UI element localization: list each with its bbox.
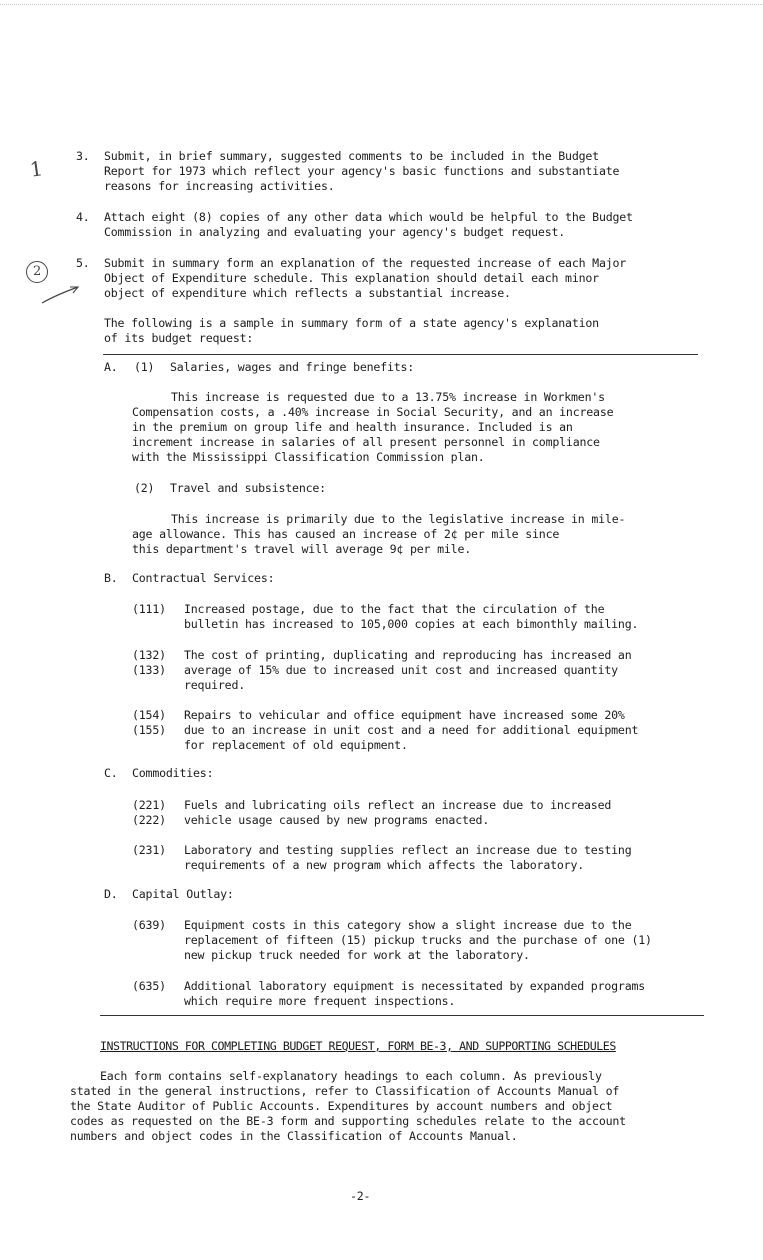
sample-intro-line-2: of its budget request:: [104, 331, 254, 345]
section-b-entry-2-code-2: (133): [132, 663, 166, 677]
section-b-entry-3-line-2: due to an increase in unit cost and a need for additional equipment: [184, 723, 639, 737]
section-b-entry-2-line-3: required.: [184, 678, 246, 692]
instructions-body: [70, 1069, 626, 1144]
sample-intro: [104, 316, 599, 346]
section-a-sub2-code: (2): [134, 481, 155, 495]
section-c-entry-1-code-2: (222): [132, 813, 166, 827]
section-a-sub1-line-5: with the Mississippi Classification Commission plan.: [132, 450, 485, 464]
section-a-sub1-title: Salaries, wages and fringe benefits:: [170, 360, 415, 374]
section-d-title: Capital Outlay:: [132, 887, 234, 901]
section-b-title: Contractual Services:: [132, 571, 275, 585]
instructions-line-1: Each form contains self-explanatory headings to each column. As previously: [100, 1069, 602, 1083]
section-d-entry-2-text: [184, 979, 645, 1009]
section-b-entry-2-line-2: average of 15% due to increased unit cost and increased quantity: [184, 663, 618, 677]
section-a-sub1-code: (1): [134, 360, 155, 374]
instructions-heading: INSTRUCTIONS FOR COMPLETING BUDGET REQUEST, FORM BE-3, AND SUPPORTING SCHEDULES: [100, 1039, 616, 1053]
section-c-entry-1-text: [184, 798, 611, 828]
item-5-number: 5.: [76, 256, 90, 270]
instructions-line-5: numbers and object codes in the Classification of Accounts Manual.: [70, 1129, 518, 1143]
section-b-entry-2-text: [184, 648, 631, 693]
section-b-entry-2-code-1: (132): [132, 648, 166, 662]
section-a-sub1-line-4: increment increase in salaries of all present personnel in compliance: [132, 435, 600, 449]
section-b-entry-3-line-3: for replacement of old equipment.: [184, 738, 408, 752]
section-b-entry-3-text: [184, 708, 638, 753]
section-c-entry-1-codes: [132, 798, 166, 828]
section-a-sub1-line-2: Compensation costs, a .40% increase in Social Security, and an increase: [132, 405, 614, 419]
item-5-text: [104, 256, 626, 301]
section-b-entry-1-line-2: bulletin has increased to 105,000 copies at each bimonthly mailing.: [184, 617, 639, 631]
item-3-text: [104, 149, 619, 194]
section-a-letter: A.: [104, 360, 118, 374]
section-c-entry-2-code-1: (231): [132, 843, 166, 857]
top-edge-dots: [0, 4, 763, 5]
margin-mark-2: 2: [26, 261, 48, 283]
section-c-entry-1-code-1: (221): [132, 798, 166, 812]
margin-arrow-mark: [40, 283, 82, 305]
item-3-line-1: Submit, in brief summary, suggested comments to be included in the Budget: [104, 149, 599, 163]
section-b-entry-3-line-1: Repairs to vehicular and office equipment have increased some 20%: [184, 708, 625, 722]
section-a-sub2-text: [132, 512, 625, 557]
item-3-number: 3.: [76, 149, 90, 163]
section-a-sub1-text: [132, 390, 613, 465]
section-b-entry-1-codes: [132, 602, 166, 617]
sample-top-rule: [103, 354, 698, 355]
section-b-entry-1-text: [184, 602, 638, 632]
item-4-line-2: Commission in analyzing and evaluating your agency's budget request.: [104, 225, 566, 239]
section-b-entry-3-code-2: (155): [132, 723, 166, 737]
section-c-entry-2-line-2: requirements of a new program which affects the laboratory.: [184, 858, 585, 872]
margin-mark-1: 1: [28, 156, 45, 182]
section-b-entry-3-codes: [132, 708, 166, 738]
sample-bottom-rule: [100, 1015, 704, 1016]
section-a-sub1-line-1: This increase is requested due to a 13.75% increase in Workmen's: [171, 390, 605, 404]
section-d-entry-1-text: [184, 918, 652, 963]
item-5-line-1: Submit in summary form an explanation of the requested increase of each Major: [104, 256, 627, 270]
section-c-entry-1-line-2: vehicle usage caused by new programs enacted.: [184, 813, 490, 827]
item-5-line-3: object of expenditure which reflects a substantial increase.: [104, 286, 511, 300]
section-d-entry-1-line-1: Equipment costs in this category show a slight increase due to the: [184, 918, 632, 932]
section-d-entry-1-codes: [132, 918, 166, 933]
section-d-entry-1-code-1: (639): [132, 918, 166, 932]
section-c-entry-1-line-1: Fuels and lubricating oils reflect an increase due to increased: [184, 798, 612, 812]
section-a-sub2-title: Travel and subsistence:: [170, 481, 326, 495]
section-b-entry-1-code-1: (111): [132, 602, 166, 616]
section-d-entry-2-line-1: Additional laboratory equipment is necessitated by expanded programs: [184, 979, 646, 993]
section-a-sub1-line-3: in the premium on group life and health insurance. Included is an: [132, 420, 573, 434]
section-d-entry-2-code-1: (635): [132, 979, 166, 993]
instructions-line-2: stated in the general instructions, refer to Classification of Accounts Manual of: [70, 1084, 620, 1098]
page-number: -2-: [350, 1189, 371, 1203]
instructions-line-3: the State Auditor of Public Accounts. Expenditures by account numbers and object: [70, 1099, 613, 1113]
section-c-entry-2-codes: [132, 843, 166, 858]
section-d-entry-2-line-2: which require more frequent inspections.: [184, 994, 456, 1008]
item-5-line-2: Object of Expenditure schedule. This explanation should detail each minor: [104, 271, 599, 285]
section-b-letter: B.: [104, 571, 118, 585]
item-4-text: [104, 210, 633, 240]
section-d-entry-2-codes: [132, 979, 166, 994]
section-b-entry-2-codes: [132, 648, 166, 678]
section-c-title: Commodities:: [132, 766, 214, 780]
section-b-entry-3-code-1: (154): [132, 708, 166, 722]
section-d-entry-1-line-2: replacement of fifteen (15) pickup trucks and the purchase of one (1): [184, 933, 652, 947]
item-3-line-3: reasons for increasing activities.: [104, 179, 335, 193]
section-c-letter: C.: [104, 766, 118, 780]
item-4-number: 4.: [76, 210, 90, 224]
section-c-entry-2-text: [184, 843, 631, 873]
instructions-line-4: codes as requested on the BE-3 form and supporting schedules relate to the account: [70, 1114, 626, 1128]
item-3-line-2: Report for 1973 which reflect your agency's basic functions and substantiate: [104, 164, 620, 178]
section-b-entry-2-line-1: The cost of printing, duplicating and reproducing has increased an: [184, 648, 632, 662]
section-a-sub2-line-2: age allowance. This has caused an increase of 2¢ per mile since: [132, 527, 560, 541]
item-4-line-1: Attach eight (8) copies of any other data which would be helpful to the Budget: [104, 210, 633, 224]
section-d-entry-1-line-3: new pickup truck needed for work at the laboratory.: [184, 948, 530, 962]
section-c-entry-2-line-1: Laboratory and testing supplies reflect an increase due to testing: [184, 843, 632, 857]
section-a-sub2-line-3: this department's travel will average 9¢ per mile.: [132, 542, 472, 556]
sample-intro-line-1: The following is a sample in summary form of a state agency's explanation: [104, 316, 599, 330]
section-a-sub2-line-1: This increase is primarily due to the legislative increase in mile-: [171, 512, 626, 526]
section-b-entry-1-line-1: Increased postage, due to the fact that the circulation of the: [184, 602, 605, 616]
section-d-letter: D.: [104, 887, 118, 901]
